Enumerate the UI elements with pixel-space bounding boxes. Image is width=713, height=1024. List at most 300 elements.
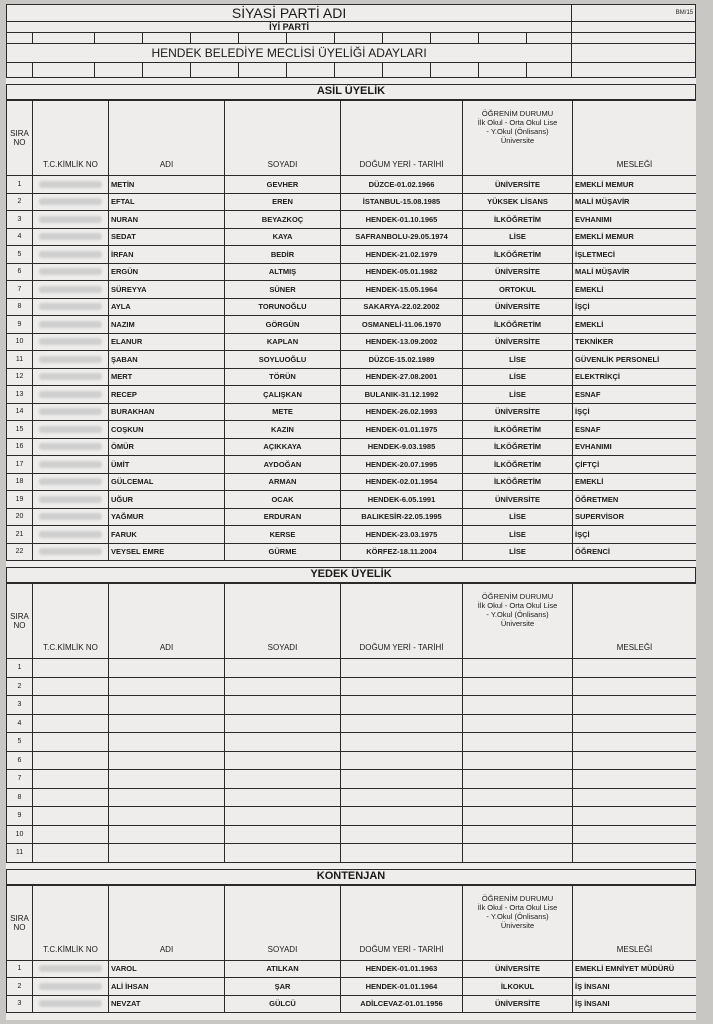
- table-row: [7, 438, 697, 456]
- birth-place-date: DÜZCE-01.02.1966: [341, 176, 463, 194]
- tc-number-redacted: [33, 298, 109, 316]
- education: İLKÖĞRETİM: [463, 246, 573, 264]
- birth-place-date: HENDEK-21.02.1979: [341, 246, 463, 264]
- empty-cell: [225, 677, 341, 696]
- first-name: NAZIM: [109, 316, 225, 334]
- row-number: 3: [7, 696, 33, 715]
- empty-cell: [225, 807, 341, 826]
- empty-cell: [33, 788, 109, 807]
- empty-cell: [573, 807, 697, 826]
- redaction-blur: [39, 965, 102, 972]
- tc-number-redacted: [33, 421, 109, 439]
- empty-cell: [109, 714, 225, 733]
- table-row: [7, 403, 697, 421]
- table-row: [7, 733, 697, 752]
- row-number: 4: [7, 228, 33, 246]
- birth-place-date: BALIKESİR-22.05.1995: [341, 508, 463, 526]
- empty-cell: [463, 751, 573, 770]
- birth-place-date: KÖRFEZ-18.11.2004: [341, 543, 463, 561]
- tc-number-redacted: [33, 176, 109, 194]
- birth-place-date: SAKARYA-22.02.2002: [341, 298, 463, 316]
- empty-cell: [109, 807, 225, 826]
- occupation: EVHANIMI: [573, 438, 697, 456]
- empty-cell: [33, 733, 109, 752]
- col-ogrenim: ÖĞRENİM DURUMU İlk Okul - Orta Okul Lise - Y.Okul (Önlisans) Üniversite: [463, 101, 573, 176]
- col-tc: T.C.KİMLİK NO: [33, 584, 109, 659]
- occupation: TEKNİKER: [573, 333, 697, 351]
- education: İLKOKUL: [463, 978, 573, 996]
- last-name: SÜNER: [225, 281, 341, 299]
- table-row: [7, 995, 697, 1013]
- last-name: KERSE: [225, 526, 341, 544]
- asil-section-title: ASİL ÜYELİK: [6, 84, 696, 100]
- empty-cell: [573, 733, 697, 752]
- education: İLKÖĞRETİM: [463, 438, 573, 456]
- first-name: EFTAL: [109, 193, 225, 211]
- tc-number-redacted: [33, 543, 109, 561]
- tc-number-redacted: [33, 386, 109, 404]
- row-number: 22: [7, 543, 33, 561]
- education: ÜNİVERSİTE: [463, 403, 573, 421]
- first-name: UĞUR: [109, 491, 225, 509]
- empty-cell: [573, 696, 697, 715]
- row-number: 2: [7, 677, 33, 696]
- empty-cell: [341, 751, 463, 770]
- table-row: [7, 526, 697, 544]
- last-name: AÇIKKAYA: [225, 438, 341, 456]
- empty-cell: [225, 788, 341, 807]
- table-row: [7, 978, 697, 996]
- empty-cell: [225, 714, 341, 733]
- col-sira: SIRA NO: [7, 885, 33, 960]
- table-row: [7, 193, 697, 211]
- first-name: BURAKHAN: [109, 403, 225, 421]
- occupation: ÖĞRENCİ: [573, 543, 697, 561]
- first-name: ALİ İHSAN: [109, 978, 225, 996]
- redaction-blur: [39, 303, 102, 310]
- table-row: [7, 825, 697, 844]
- tc-number-redacted: [33, 193, 109, 211]
- col-soyadi: SOYADI: [225, 101, 341, 176]
- tc-number-redacted: [33, 456, 109, 474]
- empty-cell: [341, 714, 463, 733]
- education: LİSE: [463, 543, 573, 561]
- redaction-blur: [39, 461, 102, 468]
- last-name: TÖRÜN: [225, 368, 341, 386]
- row-number: 15: [7, 421, 33, 439]
- empty-cell: [109, 751, 225, 770]
- first-name: RECEP: [109, 386, 225, 404]
- table-row: [7, 421, 697, 439]
- empty-cell: [109, 677, 225, 696]
- occupation: GÜVENLİK PERSONELİ: [573, 351, 697, 369]
- empty-cell: [33, 659, 109, 678]
- birth-place-date: OSMANELİ-11.06.1970: [341, 316, 463, 334]
- education: ORTOKUL: [463, 281, 573, 299]
- birth-place-date: HENDEK-01.10.1965: [341, 211, 463, 229]
- table-row: [7, 228, 697, 246]
- row-number: 1: [7, 960, 33, 978]
- empty-cell: [109, 770, 225, 789]
- education: YÜKSEK LİSANS: [463, 193, 573, 211]
- redaction-blur: [39, 983, 102, 990]
- occupation: ESNAF: [573, 386, 697, 404]
- occupation: İŞÇİ: [573, 298, 697, 316]
- redaction-blur: [39, 1000, 102, 1007]
- first-name: ERGÜN: [109, 263, 225, 281]
- last-name: KAPLAN: [225, 333, 341, 351]
- tc-number-redacted: [33, 333, 109, 351]
- table-row: [7, 714, 697, 733]
- redaction-blur: [39, 443, 102, 450]
- last-name: AYDOĞAN: [225, 456, 341, 474]
- occupation: ÖĞRETMEN: [573, 491, 697, 509]
- redaction-blur: [39, 286, 102, 293]
- redaction-blur: [39, 198, 102, 205]
- empty-cell: [573, 659, 697, 678]
- col-meslek: MESLEĞİ: [573, 885, 697, 960]
- first-name: ŞABAN: [109, 351, 225, 369]
- education: ÜNİVERSİTE: [463, 176, 573, 194]
- first-name: VEYSEL EMRE: [109, 543, 225, 561]
- occupation: İŞLETMECİ: [573, 246, 697, 264]
- first-name: ELANUR: [109, 333, 225, 351]
- empty-cell: [225, 751, 341, 770]
- candidate-form-sheet: [6, 4, 696, 1020]
- empty-cell: [463, 714, 573, 733]
- table-row: [7, 543, 697, 561]
- row-number: 7: [7, 770, 33, 789]
- table-row: [7, 659, 697, 678]
- empty-cell: [463, 696, 573, 715]
- education: LİSE: [463, 351, 573, 369]
- col-tc: T.C.KİMLİK NO: [33, 885, 109, 960]
- last-name: SOYLUOĞLU: [225, 351, 341, 369]
- education: İLKÖĞRETİM: [463, 473, 573, 491]
- occupation: İŞÇİ: [573, 526, 697, 544]
- row-number: 8: [7, 298, 33, 316]
- col-adi: ADI: [109, 584, 225, 659]
- empty-cell: [463, 844, 573, 863]
- occupation: EMEKLİ: [573, 473, 697, 491]
- empty-cell: [341, 733, 463, 752]
- table-row: [7, 677, 697, 696]
- redaction-blur: [39, 408, 102, 415]
- tc-number-redacted: [33, 246, 109, 264]
- birth-place-date: HENDEK-01.01.1964: [341, 978, 463, 996]
- occupation: EVHANIMI: [573, 211, 697, 229]
- row-number: 2: [7, 193, 33, 211]
- empty-cell: [109, 825, 225, 844]
- birth-place-date: İSTANBUL-15.08.1985: [341, 193, 463, 211]
- birth-place-date: DÜZCE-15.02.1989: [341, 351, 463, 369]
- table-row: [7, 246, 697, 264]
- row-number: 6: [7, 263, 33, 281]
- education: İLKÖĞRETİM: [463, 456, 573, 474]
- redaction-blur: [39, 426, 102, 433]
- yedek-table: [6, 583, 696, 863]
- empty-cell: [109, 696, 225, 715]
- table-row: [7, 491, 697, 509]
- last-name: ERDURAN: [225, 508, 341, 526]
- empty-cell: [573, 714, 697, 733]
- tc-number-redacted: [33, 281, 109, 299]
- redaction-blur: [39, 251, 102, 258]
- empty-cell: [225, 844, 341, 863]
- col-sira: SIRA NO: [7, 584, 33, 659]
- col-sira: SIRA NO: [7, 101, 33, 176]
- row-number: 8: [7, 788, 33, 807]
- empty-cell: [109, 788, 225, 807]
- occupation: EMEKLİ MEMUR: [573, 176, 697, 194]
- col-adi: ADI: [109, 885, 225, 960]
- education: İLKÖĞRETİM: [463, 316, 573, 334]
- row-number: 3: [7, 211, 33, 229]
- party-name-heading: SİYASİ PARTİ ADI: [7, 5, 572, 22]
- occupation: ELEKTRİKÇİ: [573, 368, 697, 386]
- empty-cell: [33, 770, 109, 789]
- last-name: ATILKAN: [225, 960, 341, 978]
- empty-cell: [33, 677, 109, 696]
- birth-place-date: ADİLCEVAZ-01.01.1956: [341, 995, 463, 1013]
- last-name: BEDİR: [225, 246, 341, 264]
- table-row: [7, 770, 697, 789]
- col-soyadi: SOYADI: [225, 584, 341, 659]
- empty-cell: [463, 659, 573, 678]
- tc-number-redacted: [33, 960, 109, 978]
- birth-place-date: HENDEK-23.03.1975: [341, 526, 463, 544]
- empty-cell: [225, 825, 341, 844]
- empty-cell: [109, 733, 225, 752]
- tc-number-redacted: [33, 403, 109, 421]
- last-name: METE: [225, 403, 341, 421]
- redaction-blur: [39, 391, 102, 398]
- last-name: BEYAZKOÇ: [225, 211, 341, 229]
- col-dogum: DOĞUM YERİ - TARİHİ: [341, 584, 463, 659]
- col-soyadi: SOYADI: [225, 885, 341, 960]
- last-name: GÖRGÜN: [225, 316, 341, 334]
- occupation: İŞ İNSANI: [573, 995, 697, 1013]
- redaction-blur: [39, 548, 102, 555]
- table-row: [7, 456, 697, 474]
- education: ÜNİVERSİTE: [463, 298, 573, 316]
- education: İLKÖĞRETİM: [463, 211, 573, 229]
- last-name: KAZIN: [225, 421, 341, 439]
- empty-cell: [341, 807, 463, 826]
- empty-cell: [33, 751, 109, 770]
- occupation: İŞ İNSANI: [573, 978, 697, 996]
- last-name: GÜLCÜ: [225, 995, 341, 1013]
- birth-place-date: BULANIK-31.12.1992: [341, 386, 463, 404]
- birth-place-date: HENDEK-26.02.1993: [341, 403, 463, 421]
- empty-cell: [225, 696, 341, 715]
- col-meslek: MESLEĞİ: [573, 101, 697, 176]
- birth-place-date: HENDEK-02.01.1954: [341, 473, 463, 491]
- table-row: [7, 351, 697, 369]
- occupation: MALİ MÜŞAVİR: [573, 193, 697, 211]
- last-name: ALTMIŞ: [225, 263, 341, 281]
- tc-number-redacted: [33, 526, 109, 544]
- empty-cell: [573, 770, 697, 789]
- empty-cell: [341, 844, 463, 863]
- empty-cell: [341, 677, 463, 696]
- col-meslek: MESLEĞİ: [573, 584, 697, 659]
- kontenjan-header-row: [7, 885, 697, 960]
- redaction-blur: [39, 531, 102, 538]
- row-number: 12: [7, 368, 33, 386]
- col-dogum: DOĞUM YERİ - TARİHİ: [341, 101, 463, 176]
- empty-cell: [463, 733, 573, 752]
- birth-place-date: HENDEK-15.05.1964: [341, 281, 463, 299]
- last-name: GEVHER: [225, 176, 341, 194]
- first-name: ÜMİT: [109, 456, 225, 474]
- table-row: [7, 176, 697, 194]
- occupation: EMEKLİ: [573, 316, 697, 334]
- table-row: [7, 333, 697, 351]
- empty-cell: [463, 807, 573, 826]
- table-row: [7, 263, 697, 281]
- row-number: 4: [7, 714, 33, 733]
- col-tc: T.C.KİMLİK NO: [33, 101, 109, 176]
- tc-number-redacted: [33, 473, 109, 491]
- empty-cell: [109, 844, 225, 863]
- first-name: NURAN: [109, 211, 225, 229]
- education: ÜNİVERSİTE: [463, 333, 573, 351]
- empty-cell: [33, 807, 109, 826]
- row-number: 3: [7, 995, 33, 1013]
- empty-cell: [463, 770, 573, 789]
- empty-cell: [225, 770, 341, 789]
- first-name: COŞKUN: [109, 421, 225, 439]
- redaction-blur: [39, 373, 102, 380]
- table-row: [7, 473, 697, 491]
- empty-cell: [463, 788, 573, 807]
- education: ÜNİVERSİTE: [463, 960, 573, 978]
- party-name: İYİ PARTİ: [7, 22, 572, 33]
- table-row: [7, 298, 697, 316]
- row-number: 19: [7, 491, 33, 509]
- table-row: [7, 844, 697, 863]
- tc-number-redacted: [33, 995, 109, 1013]
- education: LİSE: [463, 508, 573, 526]
- empty-cell: [33, 825, 109, 844]
- occupation: ÇİFTÇİ: [573, 456, 697, 474]
- asil-table: [6, 100, 696, 561]
- tc-number-redacted: [33, 351, 109, 369]
- last-name: GÜRME: [225, 543, 341, 561]
- row-number: 16: [7, 438, 33, 456]
- education: LİSE: [463, 228, 573, 246]
- occupation: SUPERVİSOR: [573, 508, 697, 526]
- row-number: 5: [7, 246, 33, 264]
- education: ÜNİVERSİTE: [463, 263, 573, 281]
- birth-place-date: HENDEK-20.07.1995: [341, 456, 463, 474]
- tc-number-redacted: [33, 978, 109, 996]
- tc-number-redacted: [33, 368, 109, 386]
- redaction-blur: [39, 233, 102, 240]
- form-code: BM/15: [572, 5, 696, 22]
- empty-cell: [33, 844, 109, 863]
- empty-cell: [225, 659, 341, 678]
- redaction-blur: [39, 216, 102, 223]
- birth-place-date: HENDEK-05.01.1982: [341, 263, 463, 281]
- education: ÜNİVERSİTE: [463, 995, 573, 1013]
- council-title: HENDEK BELEDİYE MECLİSİ ÜYELİĞİ ADAYLARI: [7, 44, 572, 63]
- table-row: [7, 211, 697, 229]
- occupation: MALİ MÜŞAVİR: [573, 263, 697, 281]
- row-number: 13: [7, 386, 33, 404]
- row-number: 7: [7, 281, 33, 299]
- row-number: 21: [7, 526, 33, 544]
- table-row: [7, 696, 697, 715]
- empty-cell: [341, 788, 463, 807]
- last-name: ÇALIŞKAN: [225, 386, 341, 404]
- empty-cell: [573, 844, 697, 863]
- first-name: MERT: [109, 368, 225, 386]
- first-name: SEDAT: [109, 228, 225, 246]
- row-number: 6: [7, 751, 33, 770]
- table-row: [7, 751, 697, 770]
- row-number: 17: [7, 456, 33, 474]
- row-number: 14: [7, 403, 33, 421]
- first-name: ÖMÜR: [109, 438, 225, 456]
- occupation: EMEKLİ EMNİYET MÜDÜRÜ: [573, 960, 697, 978]
- first-name: YAĞMUR: [109, 508, 225, 526]
- kontenjan-table: [6, 885, 696, 1014]
- tc-number-redacted: [33, 438, 109, 456]
- last-name: ARMAN: [225, 473, 341, 491]
- education: İLKÖĞRETİM: [463, 421, 573, 439]
- redaction-blur: [39, 356, 102, 363]
- row-number: 18: [7, 473, 33, 491]
- redaction-blur: [39, 478, 102, 485]
- row-number: 5: [7, 733, 33, 752]
- first-name: VAROL: [109, 960, 225, 978]
- tc-number-redacted: [33, 263, 109, 281]
- last-name: KAYA: [225, 228, 341, 246]
- tc-number-redacted: [33, 316, 109, 334]
- empty-cell: [225, 733, 341, 752]
- tc-number-redacted: [33, 491, 109, 509]
- row-number: 10: [7, 333, 33, 351]
- empty-cell: [341, 825, 463, 844]
- yedek-header-row: [7, 584, 697, 659]
- empty-cell: [573, 677, 697, 696]
- table-row: [7, 788, 697, 807]
- table-row: [7, 807, 697, 826]
- birth-place-date: HENDEK-9.03.1985: [341, 438, 463, 456]
- col-ogrenim: ÖĞRENİM DURUMU İlk Okul - Orta Okul Lise - Y.Okul (Önlisans) Üniversite: [463, 584, 573, 659]
- education: ÜNİVERSİTE: [463, 491, 573, 509]
- first-name: METİN: [109, 176, 225, 194]
- table-row: [7, 386, 697, 404]
- col-ogrenim: ÖĞRENİM DURUMU İlk Okul - Orta Okul Lise - Y.Okul (Önlisans) Üniversite: [463, 885, 573, 960]
- table-row: [7, 508, 697, 526]
- empty-cell: [463, 677, 573, 696]
- empty-cell: [341, 659, 463, 678]
- table-row: [7, 316, 697, 334]
- first-name: İRFAN: [109, 246, 225, 264]
- empty-cell: [463, 825, 573, 844]
- empty-cell: [341, 770, 463, 789]
- first-name: AYLA: [109, 298, 225, 316]
- redaction-blur: [39, 496, 102, 503]
- empty-cell: [33, 696, 109, 715]
- occupation: İŞÇİ: [573, 403, 697, 421]
- first-name: SÜREYYA: [109, 281, 225, 299]
- education: LİSE: [463, 526, 573, 544]
- redaction-blur: [39, 338, 102, 345]
